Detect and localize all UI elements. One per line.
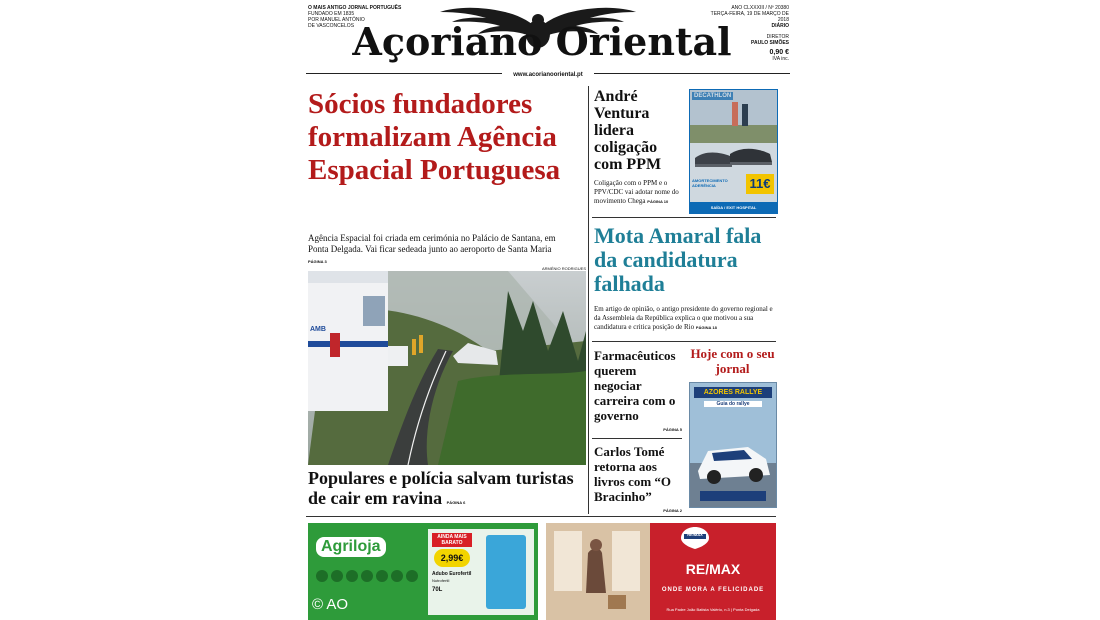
- masthead-tagline: O MAIS ANTIGO JORNAL PORTUGUÊS: [308, 5, 402, 11]
- rally-title: AZORES RALLYE: [694, 387, 772, 398]
- remax-ad[interactable]: [546, 523, 776, 620]
- masthead-director-name: PAULO SIMÕES: [751, 40, 789, 46]
- masthead-rule-right: [594, 73, 790, 74]
- accident-photo[interactable]: [308, 271, 586, 465]
- agriloja-price: 2,99€: [434, 549, 470, 567]
- divider-ads: [306, 516, 776, 517]
- masthead-price: 0,90 €: [769, 49, 789, 56]
- newspaper-front-page: [300, 0, 796, 620]
- masthead-frequency: DIÁRIO: [771, 23, 789, 29]
- agriloja-watermark: © AO: [312, 596, 349, 613]
- masthead-founder-1: POR MANUEL ANTÓNIO: [308, 17, 365, 23]
- ventura-headline[interactable]: André Ventura lidera coligação com PPM: [594, 88, 662, 173]
- decathlon-brand: DECATHLON: [694, 93, 732, 99]
- remax-balloon-icon: [680, 527, 710, 549]
- lead-summary-text: Agência Espacial foi criada em cerimónia no Palácio de Santana, em Ponta Delgada. Vai ficar sedeada junto ao aeroporto de Santa Maria: [308, 233, 556, 254]
- masthead-vat: IVA inc.: [772, 56, 789, 62]
- rally-guide-cover[interactable]: [689, 382, 777, 508]
- lead-page-ref: PÁGINA 3: [308, 259, 327, 264]
- ambulance-lettering: AMB: [310, 326, 326, 333]
- divider-farmaceuticos: [592, 341, 776, 342]
- masthead-director-label: DIRETOR: [766, 34, 789, 40]
- ventura-summary-text: Coligação com o PPM e o PPV/CDC vai adotar nome do movimento Chega: [594, 179, 679, 205]
- fertilizer-bag-image: [486, 535, 526, 609]
- column-divider-1: [588, 86, 589, 514]
- tome-headline[interactable]: Carlos Tomé retorna aos livros com “O Bracinho”: [594, 444, 672, 504]
- remax-photo-illustration: [546, 523, 650, 620]
- supplement-title: Hoje com o seu jornal: [690, 346, 775, 376]
- remax-couple-photo: [546, 523, 650, 620]
- remax-address: Rua Padre João Batista Valério, n.3 | Ponta Delgada: [666, 607, 760, 612]
- rally-guide-label: Guia do rallye: [704, 401, 762, 407]
- agriloja-icons-row: [316, 569, 428, 583]
- remax-brand: RE/MAX: [685, 561, 741, 577]
- divider-tome: [592, 438, 682, 439]
- masthead-date: TERÇA-FEIRA, 19 DE MARÇO DE 2018: [710, 11, 789, 23]
- photo-page-ref: PÁGINA 6: [446, 500, 466, 505]
- decathlon-ad-illustration: [690, 90, 777, 213]
- agriloja-product-panel: [428, 529, 534, 615]
- agriloja-product: Adubo Eurofertil: [432, 571, 472, 577]
- agriloja-volume: 70L: [432, 587, 443, 593]
- remax-balloon-shape: [680, 527, 710, 549]
- photo-caption[interactable]: [308, 468, 586, 513]
- divider-mota: [592, 217, 776, 218]
- website-link[interactable]: www.acorianooriental.pt: [513, 72, 583, 78]
- agriloja-brand: Agriloja: [316, 537, 386, 557]
- lead-headline[interactable]: Sócios fundadores formalizam Agência Espacial Portuguesa: [308, 88, 561, 186]
- mota-amaral-page-ref: PÁGINA 18: [695, 325, 717, 330]
- masthead-rule-left: [306, 73, 502, 74]
- ventura-page-ref: PÁGINA 10: [647, 199, 669, 204]
- photo-caption-text: Populares e polícia salvam turistas de cair em ravina: [308, 468, 574, 508]
- accident-photo-illustration: [308, 271, 586, 465]
- supplement-box[interactable]: [689, 346, 776, 511]
- masthead-issue: ANO CLXXXIII / Nº 20380: [731, 5, 789, 11]
- remax-slogan: ONDE MORA A FELICIDADE: [661, 587, 765, 593]
- remax-brand-top: RE/MAX: [687, 532, 703, 537]
- decathlon-band: AMORTECIMENTO ADERÊNCIA: [692, 178, 728, 188]
- rally-car-icon: [690, 413, 776, 507]
- ventura-summary: [594, 179, 686, 206]
- mota-amaral-summary-text: Em artigo de opinião, o antigo presidente do governo regional e da Assembleia da República explica o que motivou a sua candidatura e critica posição de Rio: [594, 305, 773, 331]
- masthead-founder-2: DE VASCONCELOS: [308, 23, 355, 29]
- masthead-title: Açoriano Oriental: [352, 19, 732, 64]
- farmaceuticos-page-ref: PÁGINA 5: [663, 427, 682, 432]
- farmaceuticos-headline[interactable]: Farmacêuticos querem negociar carreira com o governo: [594, 348, 676, 423]
- mota-amaral-headline[interactable]: Mota Amaral fala da candidatura falhada: [594, 223, 762, 296]
- masthead-right-info: [701, 5, 789, 62]
- photo-credit: ARMÉNIO RODRIGUES: [541, 266, 586, 271]
- tome-page-ref: PÁGINA 2: [663, 508, 682, 513]
- lead-summary: [308, 233, 560, 267]
- agriloja-ad[interactable]: [308, 523, 538, 620]
- agriloja-category-icons: [316, 569, 428, 583]
- decathlon-footer: SAÍDA / EXIT HOSPITAL: [690, 202, 777, 213]
- decathlon-ad[interactable]: [689, 89, 778, 214]
- masthead-founded: FUNDADO EM 1835: [308, 11, 355, 17]
- agriloja-product-sub: Nutrofertil: [432, 578, 450, 583]
- agriloja-promo: AINDA MAIS BARATO: [432, 533, 472, 547]
- mota-amaral-summary: [594, 305, 778, 332]
- decathlon-price: 11€: [746, 174, 774, 194]
